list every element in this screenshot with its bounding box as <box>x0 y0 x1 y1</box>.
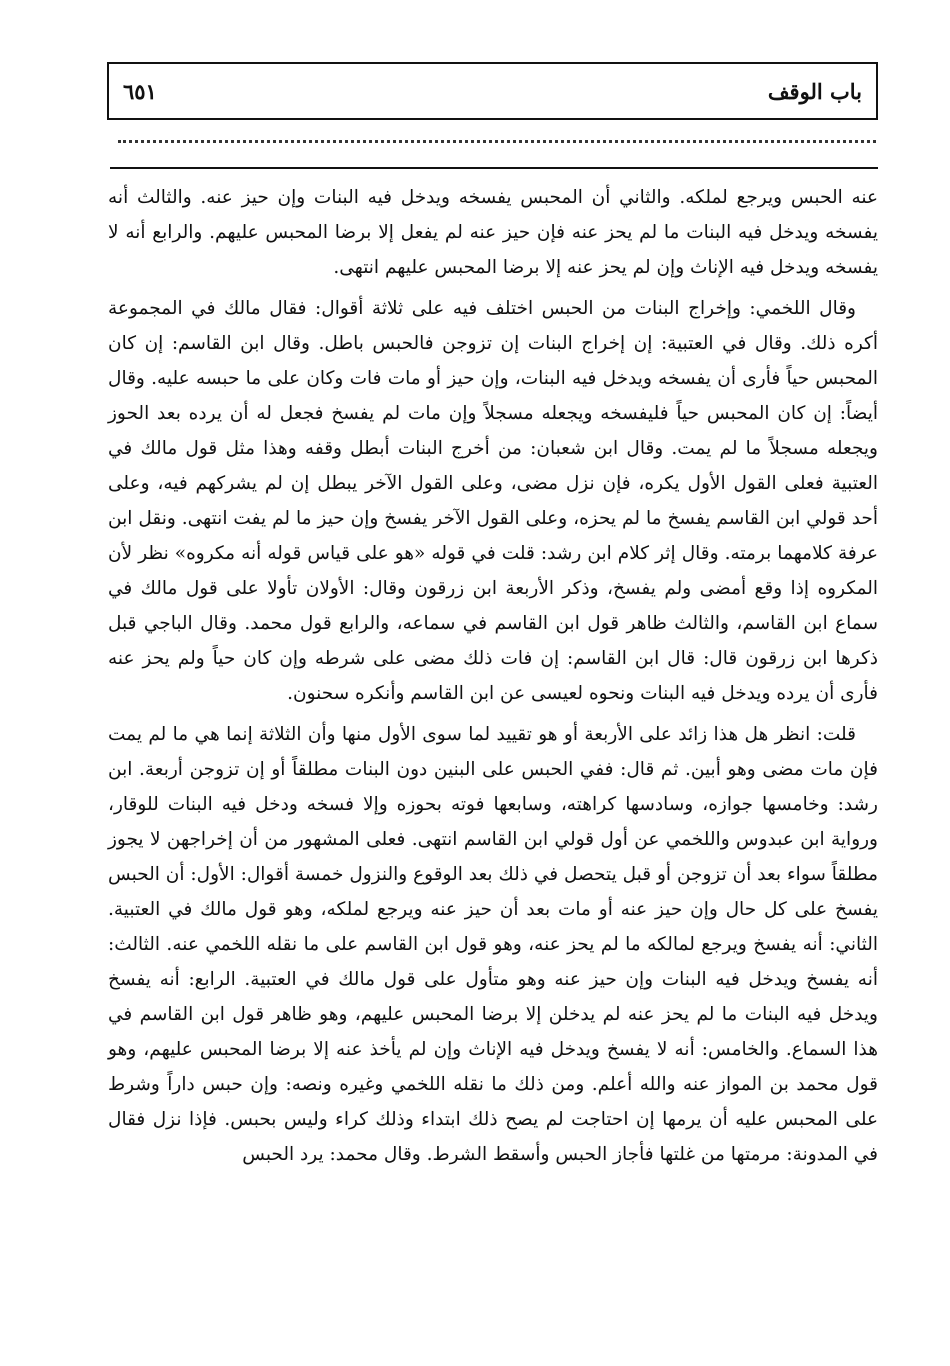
running-header <box>107 62 878 120</box>
header-rule <box>110 167 878 169</box>
paragraph-1: عنه الحبس ويرجع لملكه. والثاني أن المحبس يفسخه ويدخل فيه البنات وإن حيز عنه. والثالث أنه يفسخه ويدخل فيه البنات ما لم يحز عنه فإن حيز عنه لم يفعل إلا برضا المحبس عليهم. والرابع أنه لا يفسخه ويدخل فيه الإناث وإن لم يحز عنه إلا برضا المحبس عليهم انتهى. <box>108 187 878 278</box>
paragraph-3: قلت: انظر هل هذا زائد على الأربعة أو هو تقييد لما سوى الأول منها وأن الثلاثة إنما هي ما لم يمت فإن مات مضى وهو أبين. ثم قال: ففي الحبس على البنين دون البنات مطلقاً أو إن تزوجن أربعة. ابن رشد: وخامسها جوازه، وسادسها كراهته، وسابعها فوته بحوزه وإلا فسخه ودخل فيه البنات للوقار، ورواية ابن عبدوس واللخمي عن أول قولي ابن القاسم انتهى. فعلى المشهور من أن إخراجهن لا يجوز مطلقاً سواء بعد أن تزوجن أو قبل يتحصل في ذلك بعد الوقوع والنزول خمسة أقوال: الأول: أن الحبس يفسخ على كل حال وإن حيز عنه أو مات بعد أن حيز عنه ويرجع لملكه، وهو قول مالك في العتبية. الثاني: أنه يفسخ ويرجع لمالكه ما لم يحز عنه، وهو قول ابن القاسم على ما نقله اللخمي عنه. الثالث: أنه يفسخ ويدخل فيه البنات وإن حيز عنه وهو متأول على قول مالك في العتبية. الرابع: أنه يفسخ ويدخل فيه البنات ما لم يحز عنه لم يدخلن إلا برضا المحبس عليهم، وهو ظاهر قول ابن القاسم في هذا السماع. والخامس: أنه لا يفسخ ويدخل فيه الإناث وإن لم يأخذ عنه إلا برضا المحبس عليهم، وهو قول محمد بن المواز عنه والله أعلم. ومن ذلك ما نقله اللخمي وغيره ونصه: وإن حبس داراً وشرط على المحبس عليه أن يرمها إن احتاجت لم يصح ذلك ابتداء وذلك كراء وليس بحبس. فإذا نزل فقال في المدونة: مرمتها من غلتها فأجاز الحبس وأسقط الشرط. وقال محمد: يرد الحبس <box>108 724 878 1165</box>
dotted-separator <box>118 140 876 143</box>
paragraph-2: وقال اللخمي: وإخراج البنات من الحبس اختلف فيه على ثلاثة أقوال: فقال مالك في المجموعة أكره ذلك. وقال في العتبية: إن إخراج البنات إن تزوجن فالحبس باطل. وقال ابن القاسم: إن كان المحبس حياً فأرى أن يفسخه ويدخل فيه البنات، وإن حيز أو مات فات وكان على ما حبسه عليه. وقال أيضاً: إن كان المحبس حياً فليفسخه ويجعله مسجلاً وإن مات لم يفسخ فجعل له أن يرده بعد الحوز ويجعله مسجلاً ما لم يمت. وقال ابن شعبان: من أخرج البنات أبطل وقفه وهذا مثل قول مالك في العتبية فعلى القول الأول يكره، فإن نزل مضى، وعلى القول الآخر يبطل إن لم يشركهم فيه، وعلى أحد قولي ابن القاسم يفسخ ما لم يحزه، وعلى القول الآخر يفسخ وإن حيز ما لم يفت انتهى. ونقل ابن عرفة كلامهما برمته. وقال إثر كلام ابن رشد: قلت في قوله «هو على قياس قوله أنه مكروه» نظر لأن المكروه إذا وقع أمضى ولم يفسخ، وذكر الأربعة ابن زرقون وقال: الأولان تأولا على قول مالك في سماع ابن القاسم، والثالث ظاهر قول ابن القاسم في سماعه، والرابع قول محمد. وقال الباجي قبل ذكرها ابن زرقون قال: قال ابن القاسم: إن فات ذلك مضى على شرطه وإن كان حياً ولم يحز عنه فأرى أن يرده ويدخل فيه البنات ونحوه لعيسى عن ابن القاسم وأنكره سحنون. <box>108 298 878 704</box>
body-text <box>108 180 878 1178</box>
page-number: ٦٥١ <box>123 79 157 104</box>
chapter-title: باب الوقف <box>767 79 862 104</box>
